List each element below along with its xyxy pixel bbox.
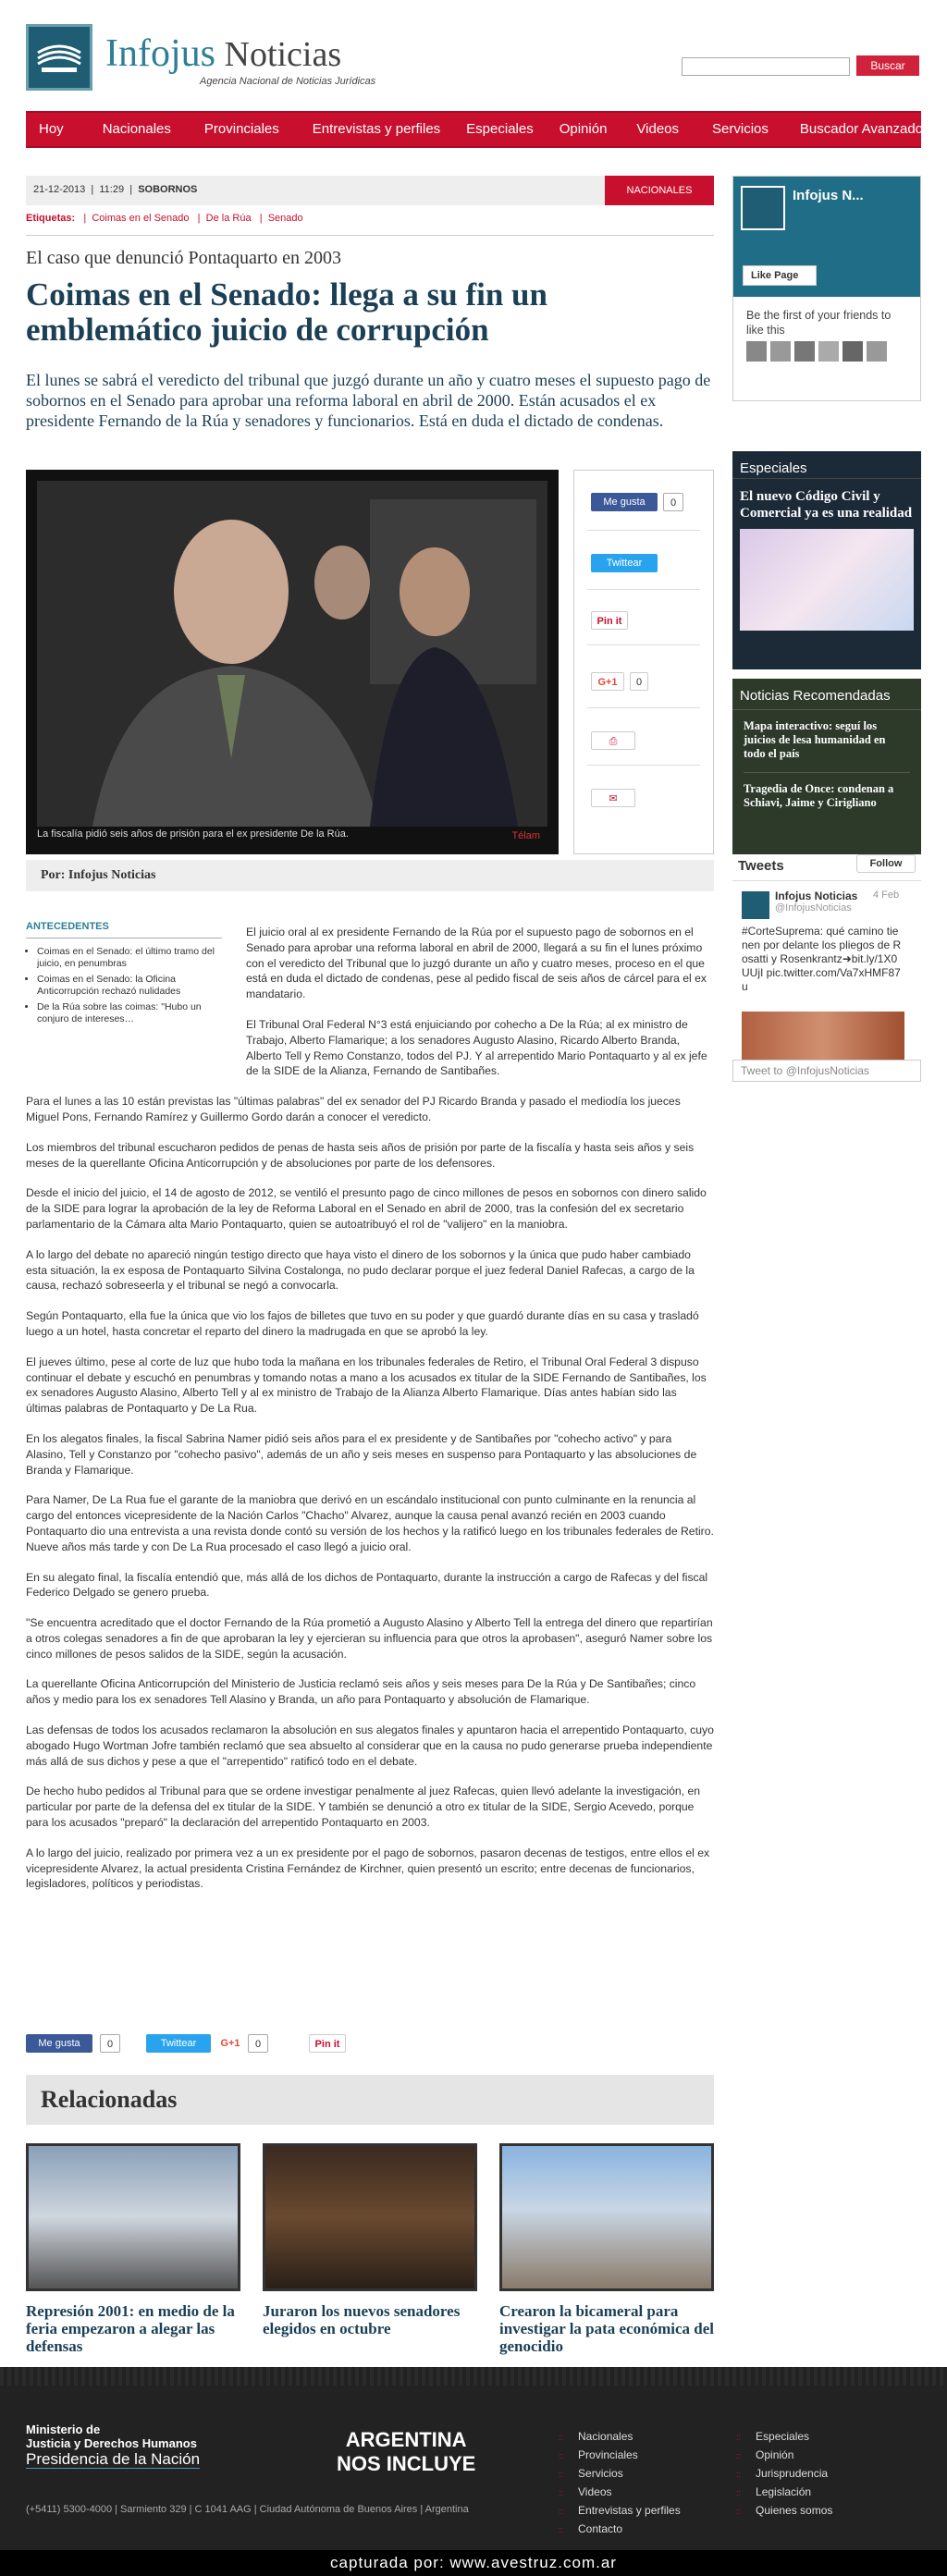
paragraph: Según Pontaquarto, ella fue la única que vio los fajos de billetes que tuvo en su poder y que guardó durante días en su casa y trasladó luego a un hotel, hasta concretar el reparto del dinero la madrugada en que se aprobó la ley. bbox=[26, 1309, 699, 1338]
paragraph: En los alegatos finales, la fiscal Sabrina Namer pidió seis años para el ex presidente y de Santibañes por "cohecho activo" y para Alasino, Tell y Constanzo por "cohecho pasivo", además de un año y seis meses en suspenso para Pontaquarto y las absoluciones de Branda y Flamarique. bbox=[26, 1431, 697, 1477]
article-headline: Coimas en el Senado: llega a su fin un emblemático juicio de corrupción bbox=[26, 276, 547, 348]
footer-link[interactable]: :: Nacionales bbox=[559, 2430, 633, 2443]
page-avatar bbox=[741, 186, 785, 230]
especiales-title: Especiales bbox=[732, 451, 921, 479]
recommended-item[interactable]: Mapa interactivo: seguí los juicios de lesa humanidad en todo el país bbox=[744, 719, 886, 760]
divider bbox=[587, 530, 700, 531]
tweet-button[interactable]: Twittear bbox=[591, 554, 658, 572]
tweets-title: Tweets bbox=[738, 858, 784, 874]
tweet-image bbox=[742, 1012, 904, 1060]
related-title[interactable]: Juraron los nuevos senadores elegidos en octubre bbox=[263, 2302, 461, 2337]
especiales-image bbox=[740, 529, 914, 631]
share-panel bbox=[573, 470, 714, 854]
capture-watermark: capturada por: www.avestruz.com.ar bbox=[0, 2550, 947, 2576]
logo-subtitle: Agencia Nacional de Noticias Jurídicas bbox=[200, 76, 376, 87]
paragraph: Desde el inicio del juicio, el 14 de agosto de 2012, se ventiló el presunto pago de cinco millones de pesos en sobornos con dinero salido de la SIDE para lograr la aprobación de la ley de Reforma Laboral en el Senado en abril de 2000, tras la confesión del ex secretario parlamentario de la Cámara alta Mario Pontaquarto, quien se autoatribuyó el rol de "valijero" en la maniobra. bbox=[26, 1186, 707, 1231]
nav-item-opinion[interactable]: Opinión bbox=[559, 121, 608, 137]
related-image bbox=[263, 2143, 477, 2291]
paragraph: El jueves último, pese al corte de luz que hubo toda la mañana en los tribunales federales de Retiro, el Tribunal Oral Federal 3 dispuso continuar el debate y escuchó en penumbras y tomando notas a mano a los acusados ex titular de la SIDE Fernando de Santibañes, los ex senadores Augusto Alasino, Alberto Tell y al ex ministro de Trabajo de la Alianza Alberto Flamarique. Días antes habían sido las últimas palabras de Pontaquarto y De La Rua. bbox=[26, 1355, 707, 1416]
paragraph: El Tribunal Oral Federal N°3 está enjuiciando por cohecho a De la Rúa; al ex ministro de Trabajo, Alberto Flamarique; a los senadores Augusto Alasino, Ricardo Alberto Branda, Alberto Tell y Remo Constanzo, todos del PJ. Y al arrepentido Mario Pontaquarto y al ex jefe de la SIDE de la Alianza, Fernando de Santibañes. bbox=[246, 1017, 707, 1078]
paragraph: Para Namer, De La Rua fue el garante de la maniobra que derivó en un escándalo institucional con punto culminante en la renuncia al cargo del entonces vicepresidente de la Nación Carlos "Chacho" Alvarez, aunque la causa penal avanzó recién en 2003 cuando Pontaquarto dio una entrevista a una revista donde contó su versión de los hechos y la ratificó luego en los tribunales federales de Retiro. Nueve años más tarde y con De La Rua procesado el caso llegó a juicio oral. bbox=[26, 1493, 714, 1553]
pinterest-button[interactable]: Pin it bbox=[591, 611, 628, 630]
tweet-avatar bbox=[742, 891, 769, 919]
footer-link[interactable]: :: Provinciales bbox=[559, 2448, 638, 2461]
tweet-text: #CorteSuprema: qué camino tienen por delante los pliegos de Rosatti y Rosenkrantz➜bit.ly/1X0UUjI pic.twitter.com/Va7xHMF87u bbox=[742, 925, 902, 993]
paragraph: Los miembros del tribunal escucharon pedidos de penas de hasta seis años de prisión por parte de la fiscalía y hasta seis años y seis meses de la querellante Oficina Anticorrupción y de absoluciones por parte de los defensores. bbox=[26, 1140, 695, 1170]
paragraph: En su alegato final, la fiscalía entendió que, más allá de los dichos de Pontaquarto, durante la instrucción a cargo de Rafecas y del fiscal Federico Delgado se genero prueba. bbox=[26, 1570, 708, 1600]
related-image bbox=[499, 2143, 714, 2291]
antecedente-link[interactable]: • Coimas en el Senado: el último tramo del juicio, en penumbras bbox=[37, 946, 222, 970]
related-item[interactable] bbox=[26, 2143, 240, 2355]
paragraph: "Se encuentra acreditado que el doctor Fernando de la Rúa prometió a Augusto Alasino y Alberto Tell la entrega del dinero que repartirían a otros colegas senadores a fin de que aprobaran la ley y ejercieran su influencia para que otros la aprobasen", aseguró Namer sobre los cinco millones de pesos salidos de la SIDE, según la acusación. bbox=[26, 1616, 713, 1661]
twitter-widget bbox=[732, 849, 921, 1091]
facebook-friends-text: Be the first of your friends to like this bbox=[746, 309, 892, 337]
facebook-like-button[interactable]: Me gusta bbox=[591, 493, 658, 511]
footer-link[interactable]: :: Entrevistas y perfiles bbox=[559, 2504, 681, 2517]
ministry-logo[interactable]: Ministerio de Justicia y Derechos Humanos Presidencia de la Nación bbox=[26, 2423, 201, 2468]
facebook-friends-avatars bbox=[746, 341, 887, 362]
footer-address: (+5411) 5300-4000 | Sarmiento 329 | C 1041 AAG | Ciudad Autónoma de Buenos Aires | Argentina bbox=[26, 2504, 469, 2515]
tweet-date: 4 Feb bbox=[873, 889, 900, 901]
facebook-cover bbox=[733, 177, 920, 297]
facebook-page-widget bbox=[732, 176, 921, 401]
related-image bbox=[26, 2143, 240, 2291]
search-button[interactable]: Buscar bbox=[856, 55, 919, 76]
gplus-button[interactable]: G+1 bbox=[591, 672, 624, 691]
footer-band bbox=[0, 2367, 947, 2386]
footer-link[interactable]: :: Opinión bbox=[736, 2448, 794, 2461]
paragraph: Para el lunes a las 10 están previstas las "últimas palabras" del ex senador del PJ Ricardo Branda y pasado el mediodía los jueces Miguel Pons, Fernando Ramírez y Guillermo Gordo darán a conocer el veredicto. bbox=[26, 1095, 681, 1123]
footer-link[interactable]: :: Quienes somos bbox=[736, 2504, 833, 2517]
photo-image bbox=[37, 481, 547, 827]
nav-item-hoy[interactable]: Hoy bbox=[39, 121, 64, 137]
article-photo bbox=[26, 470, 559, 854]
facebook-count: 0 bbox=[100, 2034, 120, 2053]
footer-link[interactable]: :: Videos bbox=[559, 2485, 612, 2498]
footer-link[interactable]: :: Legislación bbox=[736, 2485, 812, 2498]
divider bbox=[587, 707, 700, 708]
recommended-title: Noticias Recomendadas bbox=[732, 679, 921, 710]
related-title[interactable]: Crearon la bicameral para investigar la pata económica del genocidio bbox=[499, 2302, 714, 2355]
nav-item-entrevistas[interactable]: Entrevistas y perfiles bbox=[312, 121, 441, 137]
related-title[interactable]: Represión 2001: en medio de la feria empezaron a alegar las defensas bbox=[26, 2302, 235, 2355]
antecedentes-box bbox=[26, 921, 222, 1029]
especiales-box[interactable] bbox=[732, 451, 921, 669]
nav-item-servicios[interactable]: Servicios bbox=[712, 121, 769, 137]
divider bbox=[587, 644, 700, 645]
print-icon[interactable]: ⎙ bbox=[591, 731, 635, 750]
section-badge[interactable]: NACIONALES bbox=[605, 176, 714, 205]
divider bbox=[26, 235, 714, 236]
logo-second: Noticias bbox=[224, 35, 342, 74]
facebook-count: 0 bbox=[663, 493, 683, 511]
tags-row: Etiquetas: | Coimas en el Senado | De la Rúa | Senado bbox=[26, 213, 303, 224]
bottom-share-row bbox=[26, 2034, 714, 2056]
email-icon[interactable]: ✉ bbox=[591, 789, 635, 807]
facebook-like-button[interactable]: Me gusta bbox=[26, 2034, 92, 2053]
nav-item-provinciales[interactable]: Provinciales bbox=[203, 121, 279, 137]
tweet-user[interactable]: Infojus Noticias bbox=[775, 889, 858, 902]
paragraph: A lo largo del juicio, realizado por primera vez a un ex presidente por el pago de sobornos, pasaron decenas de testigos, entre ellos el ex vicepresidente Alvarez, la actual presidenta Cristina Fernández de Kirchner, quien presentó un escrito; entre decenas de funcionarios, legisladores, políticos y periodistas. bbox=[26, 1846, 710, 1891]
footer-link[interactable]: :: Especiales bbox=[736, 2430, 810, 2443]
tag-link[interactable]: Senado bbox=[267, 213, 303, 224]
gplus-count: 0 bbox=[630, 672, 648, 691]
paragraph: De hecho hubo pedidos al Tribunal para que se ordene investigar penalmente al juez Rafecas, quien llevó adelante la investigación, en particular por parte de la defensa del ex titular de la SIDE. Y también se denunció a otro ex titular de la SIDE, Sergio Acevedo, porque para los acusados "preparó" la declaración del arrepentido Pontaquarto en 2003. bbox=[26, 1785, 701, 1830]
gplus-count: 0 bbox=[248, 2034, 268, 2053]
related-item[interactable] bbox=[499, 2143, 714, 2355]
byline: Por: Infojus Noticias bbox=[26, 860, 714, 891]
footer-link[interactable]: :: Contacto bbox=[559, 2522, 623, 2535]
facebook-like-page-button[interactable]: Like Page bbox=[743, 265, 817, 286]
footer-link[interactable]: :: Servicios bbox=[559, 2467, 623, 2480]
paragraph: El juicio oral al ex presidente Fernando de la Rúa por el supuesto pago de sobornos en el Senado para aprobar una reforma laboral en abril de 2000, llegará a su fin el lunes próximo con el veredicto del Tribunal que lo juzgó durante un año y cuatro meses, proceso en el que está en duda el dictado de condenas, pese al pedido fiscal de seis años de cárcel para el ex mandatario. bbox=[246, 926, 707, 1001]
argentina-logo: ARGENTINA NOS INCLUYE bbox=[337, 2428, 476, 2475]
related-heading: Relacionadas bbox=[26, 2075, 714, 2125]
facebook-page-name[interactable]: Infojus N... bbox=[793, 188, 864, 203]
photo-caption: La fiscalía pidió seis años de prisión para el ex presidente De la Rúa. bbox=[37, 828, 349, 840]
tweet-to-input[interactable]: Tweet to @InfojusNoticias bbox=[732, 1060, 921, 1082]
divider bbox=[587, 589, 700, 590]
search-input[interactable] bbox=[682, 57, 850, 76]
paragraph: La querellante Oficina Anticorrupción del Ministerio de Justicia reclamó seis años y seis meses para De la Rúa y De Santibañes; cinco años y medio para los ex senadores Tell Alasino y Branda, un año para Pontaquarto y absolución de Flamarique. bbox=[26, 1677, 696, 1707]
recommended-item[interactable]: Tragedia de Once: condenan a Schiavi, Jaime y Cirigliano bbox=[744, 782, 894, 809]
photo-credit: Télam bbox=[511, 830, 540, 841]
nav-item-buscador[interactable]: Buscador Avanzado bbox=[799, 121, 924, 137]
antecedente-link[interactable]: • Coimas en el Senado: la Oficina Anticorrupción rechazó nulidades bbox=[37, 974, 222, 998]
article-lead: El lunes se sabrá el veredicto del tribunal que juzgó durante un año y cuatro meses el supuesto pago de sobornos en el Senado para aprobar una reforma laboral en abril de 2000. Están acusados el ex presidente Fernando de la Rúa y senadores y funcionarios. Está en duda el dictado de condenas. bbox=[26, 371, 711, 430]
nav-item-especiales[interactable]: Especiales bbox=[466, 121, 534, 137]
paragraph: Las defensas de todos los acusados reclamaron la absolución en sus alegatos finales y apuntaron hacia el arrepentido Pontaquarto, cuyo abogado Hugo Wortman Jofre también reclamó que sea absuelto al considerar que en la causa no pudo generarse prueba independiente más allá de sus dichos y pese a que el "arrepentido" ratificó todo en el debate. bbox=[26, 1723, 714, 1768]
gplus-button[interactable]: G+1 bbox=[220, 2038, 240, 2049]
especiales-headline[interactable]: El nuevo Código Civil y Comercial ya es una realidad bbox=[740, 489, 913, 521]
tag-link[interactable]: Coimas en el Senado bbox=[92, 213, 190, 224]
divider bbox=[587, 765, 700, 766]
antecedentes-title: ANTECEDENTES bbox=[26, 921, 222, 938]
site-logo[interactable] bbox=[26, 24, 377, 91]
recommended-box bbox=[732, 679, 921, 854]
footer-link[interactable]: :: Jurisprudencia bbox=[736, 2467, 829, 2480]
tags-label: Etiquetas: bbox=[26, 213, 76, 224]
paragraph: A lo largo del debate no apareció ningún testigo directo que haya visto el dinero de los sobornos y la única que pudo haber cambiado esta situación, la ex esposa de Pontaquarto Silvina Costalonga, no pudo declarar porque el juez federal Daniel Rafecas, a cargo de la causa, rechazó sobreseerla y el tribunal se negó a convocarla. bbox=[26, 1247, 695, 1293]
article-kicker: El caso que denunció Pontaquarto en 2003 bbox=[26, 248, 342, 268]
follow-button[interactable]: Follow bbox=[856, 854, 916, 873]
antecedente-link[interactable]: • De la Rúa sobre las coimas: "Hubo un conjuro de intereses… bbox=[37, 1001, 222, 1025]
tweet-button[interactable]: Twittear bbox=[146, 2034, 211, 2053]
nav-item-nacionales[interactable]: Nacionales bbox=[102, 121, 171, 137]
main-nav bbox=[26, 111, 924, 148]
logo-main: Infojus bbox=[105, 32, 215, 75]
article-date: 21-12-2013 | 11:29 | SOBORNOS bbox=[33, 184, 198, 195]
related-item[interactable] bbox=[263, 2143, 477, 2337]
nav-item-videos[interactable]: Videos bbox=[636, 121, 680, 137]
site-footer bbox=[0, 2367, 947, 2576]
book-logo-icon bbox=[26, 24, 92, 91]
tweet-handle: @InfojusNoticias bbox=[775, 902, 852, 914]
article-meta-bar bbox=[26, 176, 714, 205]
article-body bbox=[26, 925, 714, 1907]
pinterest-button[interactable]: Pin it bbox=[309, 2034, 346, 2053]
tag-link[interactable]: De la Rúa bbox=[205, 213, 252, 224]
